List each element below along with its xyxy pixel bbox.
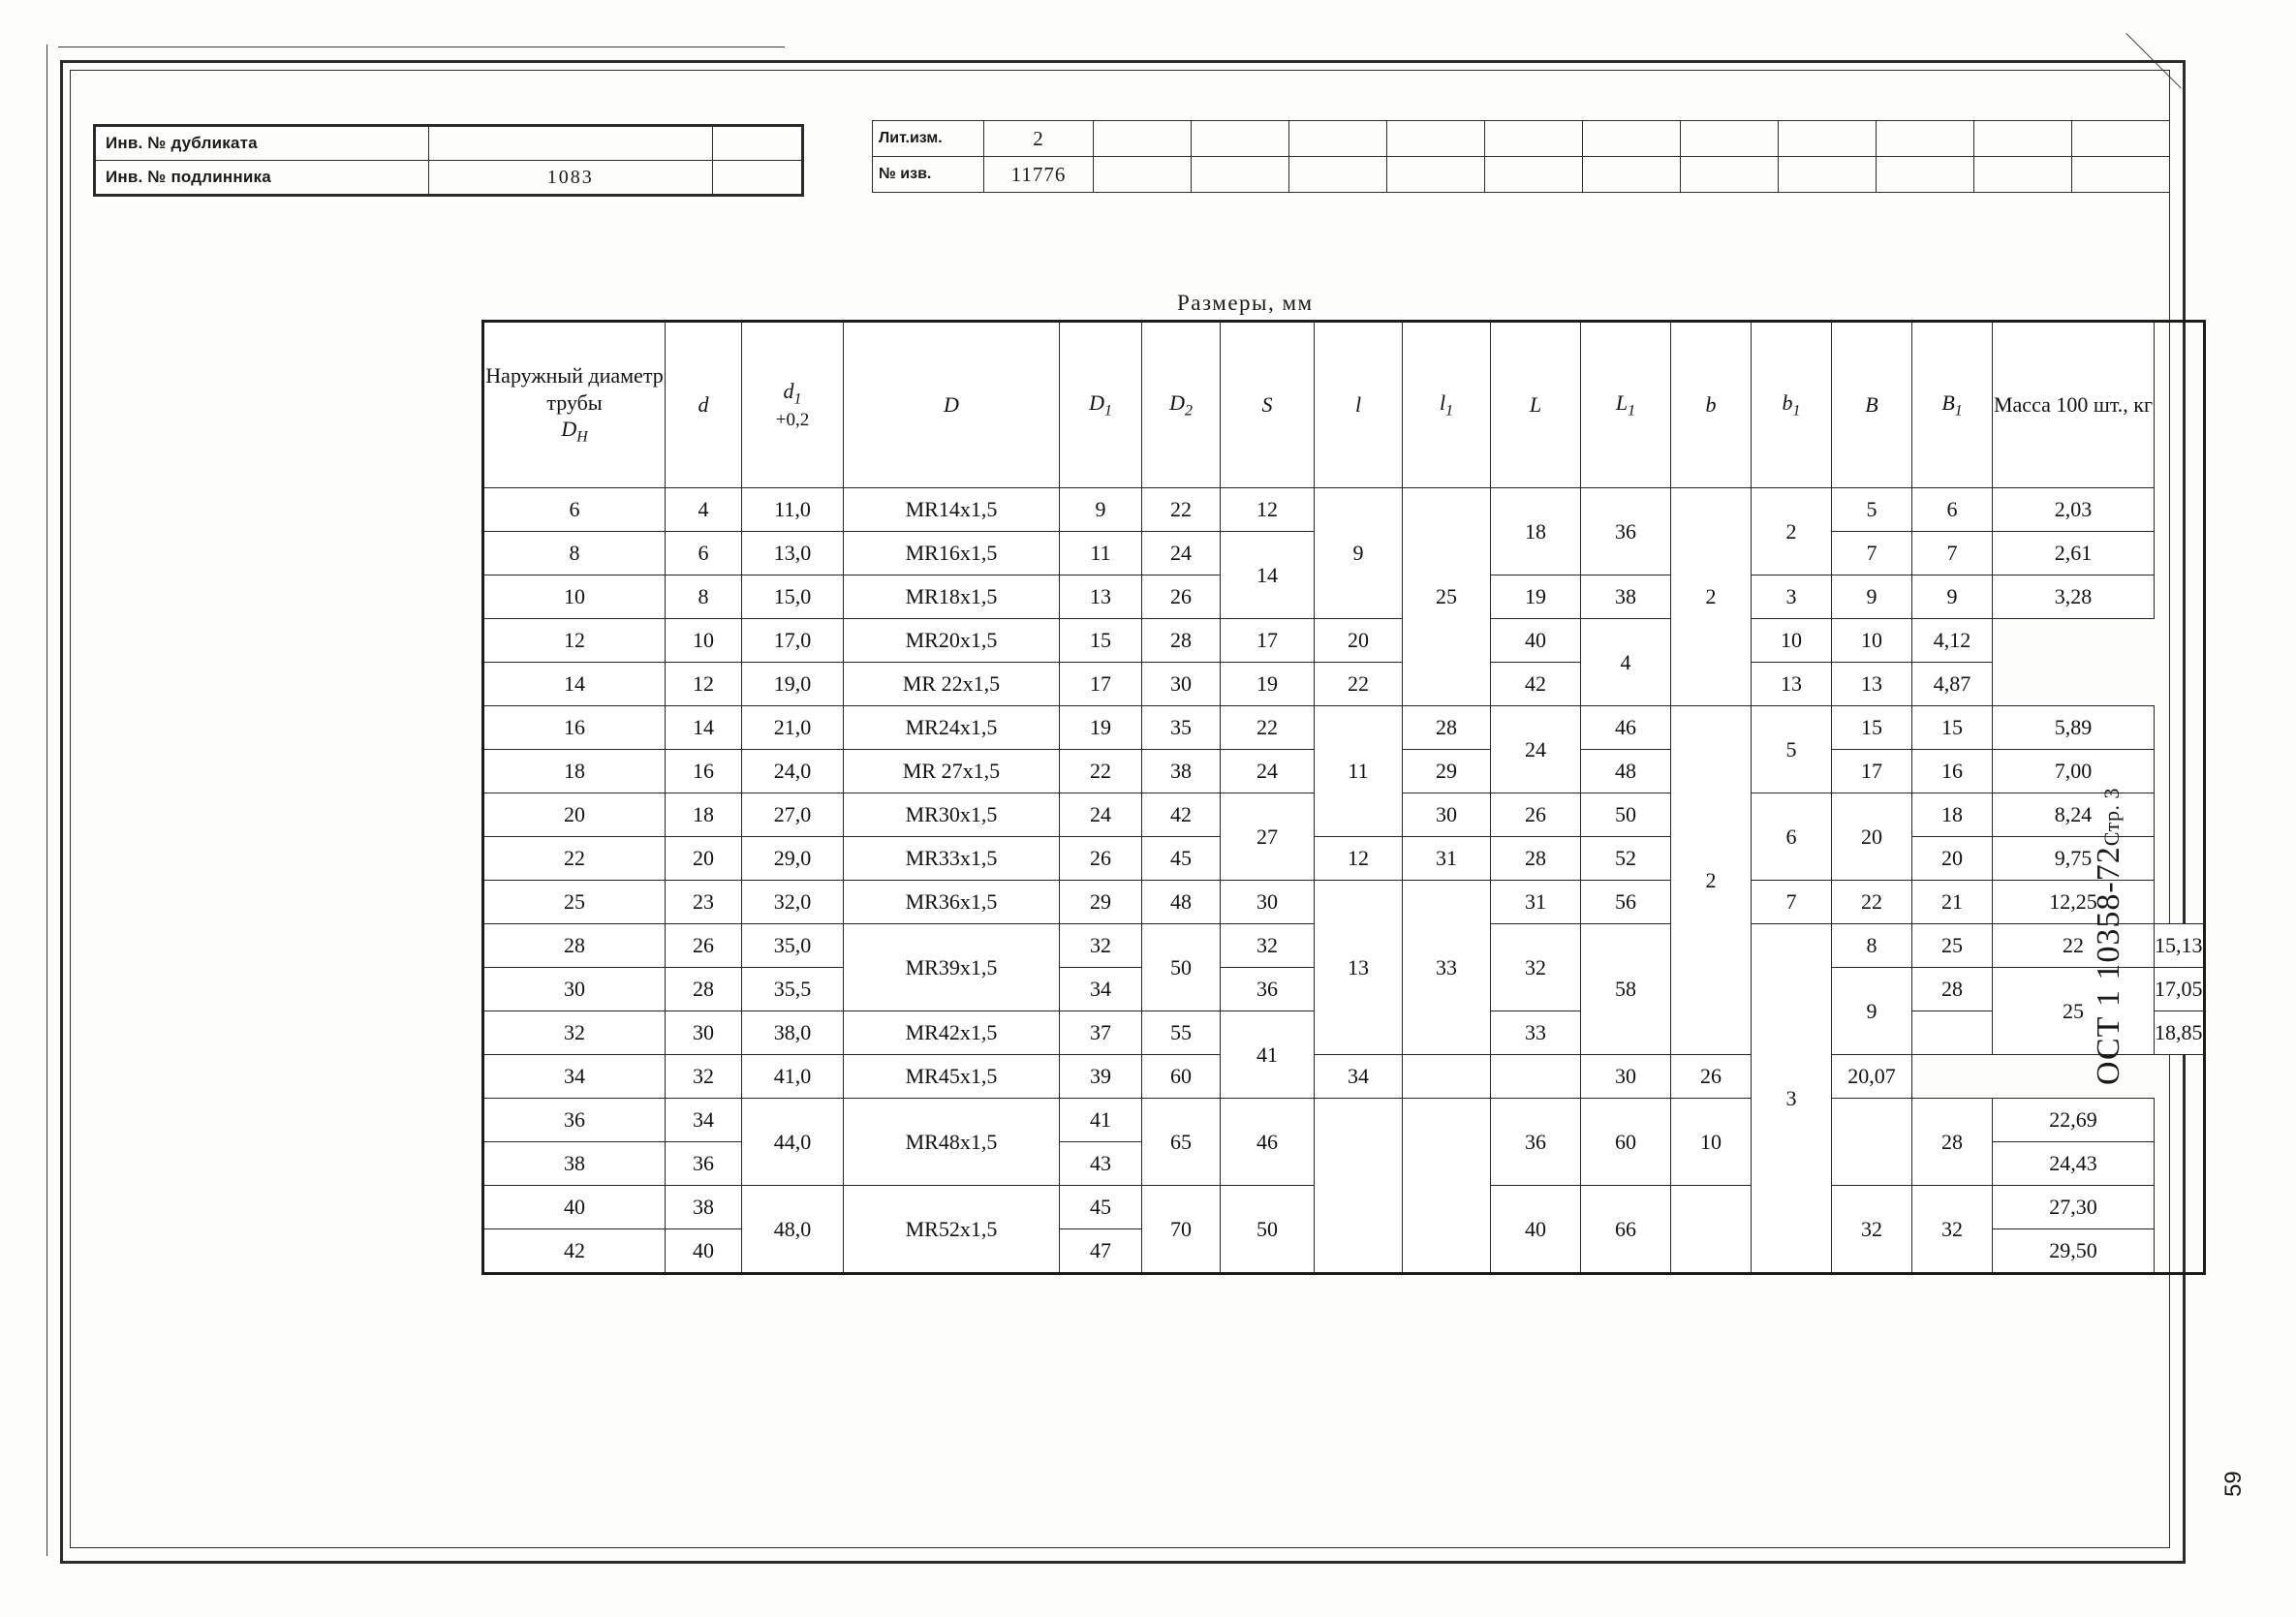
cell-D1: 17 <box>1060 663 1142 706</box>
cell-B: 28 <box>1912 968 1993 1011</box>
cell-dn: 42 <box>483 1229 666 1274</box>
cell-d: 12 <box>666 663 742 706</box>
cell-mass: 4,87 <box>1912 663 1993 706</box>
cell-dn: 14 <box>483 663 666 706</box>
revision-empty-cell <box>1289 157 1387 193</box>
cell-mass: 24,43 <box>1993 1142 2155 1186</box>
cell-l1: 25 <box>1403 488 1491 706</box>
cell-mass: 27,30 <box>1993 1186 2155 1229</box>
table-title: Размеры, мм <box>1177 291 1314 315</box>
cell-b1: 4 <box>1581 619 1671 706</box>
cell-D1: 32 <box>1060 924 1142 968</box>
cell-d: 34 <box>666 1099 742 1142</box>
header-b1: $b_1$ <box>1752 322 1832 488</box>
cell-L1: 52 <box>1581 837 1671 881</box>
revision-empty-cell <box>1877 157 1974 193</box>
cell-L1 <box>1403 1055 1491 1099</box>
cell-d: 20 <box>666 837 742 881</box>
cell-D: MR42x1,5 <box>844 1011 1060 1055</box>
cell-d: 10 <box>666 619 742 663</box>
cell-d1: 38,0 <box>742 1011 844 1055</box>
stamp-label-duplicate: Инв. № дубликата <box>96 127 429 161</box>
cell-D2: 48 <box>1142 881 1221 924</box>
cell-B <box>1912 1011 1993 1055</box>
cell-B1: 20 <box>1912 837 1993 881</box>
cell-B1: 26 <box>1671 1055 1752 1099</box>
revision-empty-cell <box>2072 121 2170 157</box>
dimensions-table-container <box>481 320 2206 1275</box>
cell-d: 6 <box>666 532 742 575</box>
cell-B: 15 <box>1832 706 1912 750</box>
cell-D2: 60 <box>1142 1055 1221 1099</box>
cell-b1 <box>1491 1055 1581 1099</box>
revision-empty-cell <box>1094 121 1192 157</box>
cell-d: 26 <box>666 924 742 968</box>
header-D2: $D_2$ <box>1142 322 1221 488</box>
cell-dn: 18 <box>483 750 666 793</box>
cell-d1: 19,0 <box>742 663 844 706</box>
cell-dn: 25 <box>483 881 666 924</box>
table-row <box>483 1099 2205 1142</box>
cell-d1: 35,0 <box>742 924 844 968</box>
cell-b1: 5 <box>1752 706 1832 793</box>
cell-S: 27 <box>1221 793 1315 881</box>
cell-d: 32 <box>666 1055 742 1099</box>
cell-b1: 7 <box>1752 881 1832 924</box>
cell-l: 12 <box>1315 837 1403 881</box>
cell-d: 16 <box>666 750 742 793</box>
cell-S: 30 <box>1221 881 1315 924</box>
cell-D: MR30x1,5 <box>844 793 1060 837</box>
cell-b: 2 <box>1671 488 1752 706</box>
cell-B1: 6 <box>1912 488 1993 532</box>
cell-d1: 41,0 <box>742 1055 844 1099</box>
cell-dn: 38 <box>483 1142 666 1186</box>
cell-D: MR39x1,5 <box>844 924 1060 1011</box>
cell-dn: 32 <box>483 1011 666 1055</box>
stamp-row-duplicate <box>96 127 802 161</box>
cell-B1: 25 <box>1993 968 2155 1055</box>
cell-B1: 10 <box>1832 619 1912 663</box>
cell-mass: 3,28 <box>1993 575 2155 619</box>
header-D: D <box>844 322 1060 488</box>
revision-empty-cell <box>1192 121 1289 157</box>
cell-S: 32 <box>1221 924 1315 968</box>
header-B1: $B_1$ <box>1912 322 1993 488</box>
cell-D: MR24x1,5 <box>844 706 1060 750</box>
cell-l: 9 <box>1315 488 1403 619</box>
cell-mass: 9,75 <box>1993 837 2155 881</box>
cell-B1: 28 <box>1912 1099 1993 1186</box>
revision-empty-cell <box>1583 121 1681 157</box>
cell-dn: 20 <box>483 793 666 837</box>
cell-S: 24 <box>1221 750 1315 793</box>
cell-d1: 48,0 <box>742 1186 844 1274</box>
table-row <box>483 881 2205 924</box>
cell-B1: 32 <box>1912 1186 1993 1274</box>
cell-D1: 9 <box>1060 488 1142 532</box>
cell-D2: 70 <box>1142 1186 1221 1274</box>
cell-b1: 2 <box>1752 488 1832 575</box>
cell-mass: 17,05 <box>2155 968 2205 1011</box>
cell-D: MR45х1,5 <box>844 1055 1060 1099</box>
cell-B1: 9 <box>1912 575 1993 619</box>
cell-B: 7 <box>1832 532 1912 575</box>
cell-D2: 65 <box>1142 1099 1221 1186</box>
cell-L: 19 <box>1491 575 1581 619</box>
cell-d1: 35,5 <box>742 968 844 1011</box>
revision-value-izv: 11776 <box>984 157 1094 193</box>
cell-S: 17 <box>1221 619 1315 663</box>
cell-B: 30 <box>1581 1055 1671 1099</box>
cell-l: 13 <box>1315 881 1403 1055</box>
cell-L1: 48 <box>1581 750 1671 793</box>
cell-S: 14 <box>1221 532 1315 619</box>
cell-dn: 8 <box>483 532 666 575</box>
cell-L: 32 <box>1491 924 1581 1011</box>
stamp-value-original: 1083 <box>428 161 712 195</box>
cell-mass: 4,12 <box>1912 619 1993 663</box>
cell-l1 <box>1403 1099 1491 1274</box>
cell-L: 31 <box>1491 881 1581 924</box>
cell-S: 12 <box>1221 488 1315 532</box>
cell-B1: 22 <box>1993 924 2155 968</box>
cell-D1: 26 <box>1060 837 1142 881</box>
header-B: B <box>1832 322 1912 488</box>
revision-empty-cell <box>1779 157 1877 193</box>
revision-empty-cell <box>1192 157 1289 193</box>
cell-d1: 17,0 <box>742 619 844 663</box>
cell-dn: 16 <box>483 706 666 750</box>
revision-label-lit: Лит.изм. <box>873 121 984 157</box>
revision-empty-cell <box>1974 157 2072 193</box>
cell-D2: 35 <box>1142 706 1221 750</box>
cell-mass: 20,07 <box>1832 1055 1912 1099</box>
cell-D1: 34 <box>1060 968 1142 1011</box>
cell-mass: 2,03 <box>1993 488 2155 532</box>
standard-code-vertical <box>2091 788 2127 1085</box>
cell-d: 40 <box>666 1229 742 1274</box>
revision-empty-cell <box>1681 157 1779 193</box>
cell-D: MR18x1,5 <box>844 575 1060 619</box>
revision-row-lit <box>873 121 2170 157</box>
cell-D1: 11 <box>1060 532 1142 575</box>
cell-b1: 6 <box>1752 793 1832 881</box>
cell-dn: 30 <box>483 968 666 1011</box>
revision-empty-cell <box>1387 157 1485 193</box>
cell-L: 22 <box>1315 663 1403 706</box>
cell-D: MR14x1,5 <box>844 488 1060 532</box>
cell-B: 10 <box>1752 619 1832 663</box>
revision-empty-cell <box>1583 157 1681 193</box>
cell-D1: 39 <box>1060 1055 1142 1099</box>
cell-L1: 58 <box>1581 924 1671 1055</box>
cell-D: MR33x1,5 <box>844 837 1060 881</box>
cell-l1: 30 <box>1403 793 1491 837</box>
cell-mass: 5,89 <box>1993 706 2155 750</box>
cell-D: MR36x1,5 <box>844 881 1060 924</box>
table-row <box>483 706 2205 750</box>
cell-L: 28 <box>1491 837 1581 881</box>
cell-d1: 29,0 <box>742 837 844 881</box>
cell-B1: 16 <box>1912 750 1993 793</box>
header-L: L <box>1491 322 1581 488</box>
cell-d1: 44,0 <box>742 1099 844 1186</box>
cell-L: 26 <box>1491 793 1581 837</box>
cell-D2: 22 <box>1142 488 1221 532</box>
cell-D1: 13 <box>1060 575 1142 619</box>
cell-D2: 45 <box>1142 837 1221 881</box>
cell-b1: 10 <box>1671 1099 1752 1186</box>
cell-mass: 12,25 <box>1993 881 2155 924</box>
stamp-block-right <box>872 120 2170 193</box>
header-d1: $d_1$ +0,2 <box>742 322 844 488</box>
standard-page-label: Стр. 3 <box>2099 787 2124 847</box>
cell-S: 19 <box>1221 663 1315 706</box>
cell-D1: 22 <box>1060 750 1142 793</box>
cell-dn: 28 <box>483 924 666 968</box>
cell-d: 4 <box>666 488 742 532</box>
cell-d: 38 <box>666 1186 742 1229</box>
cell-L: 20 <box>1315 619 1403 663</box>
cell-L: 40 <box>1491 1186 1581 1274</box>
cell-B: 5 <box>1832 488 1912 532</box>
cell-D2: 55 <box>1142 1011 1221 1055</box>
cell-D: MR48x1,5 <box>844 1099 1060 1186</box>
cell-L: 33 <box>1491 1011 1581 1055</box>
cell-L1: 46 <box>1581 706 1671 750</box>
cell-D2: 38 <box>1142 750 1221 793</box>
header-L1: $L_1$ <box>1581 322 1671 488</box>
cell-B <box>1832 1099 1912 1186</box>
revision-row-izv <box>873 157 2170 193</box>
cell-B1: 13 <box>1832 663 1912 706</box>
stamp-blank-original <box>712 161 801 195</box>
table-row <box>483 837 2205 881</box>
revision-empty-cell <box>1485 157 1583 193</box>
revision-empty-cell <box>1485 121 1583 157</box>
table-row <box>483 663 2205 706</box>
header-D1: $D_1$ <box>1060 322 1142 488</box>
cell-dn: 40 <box>483 1186 666 1229</box>
cell-D1: 43 <box>1060 1142 1142 1186</box>
header-b: b <box>1671 322 1752 488</box>
cell-D: MR16x1,5 <box>844 532 1060 575</box>
cell-D1: 24 <box>1060 793 1142 837</box>
cell-S: 36 <box>1221 968 1315 1011</box>
cell-D1: 19 <box>1060 706 1142 750</box>
table-row <box>483 1055 2205 1099</box>
cell-D: MR 27x1,5 <box>844 750 1060 793</box>
cell-d: 30 <box>666 1011 742 1055</box>
header-outer-diameter-label: Наружный диаметр трубы <box>485 363 664 415</box>
cell-d1: 15,0 <box>742 575 844 619</box>
stamp-value-duplicate <box>428 127 712 161</box>
cell-D2: 26 <box>1142 575 1221 619</box>
cell-L1: 50 <box>1581 793 1671 837</box>
revision-empty-cell <box>1974 121 2072 157</box>
cell-L: 36 <box>1491 1099 1581 1186</box>
page-number: 59 <box>2220 1471 2247 1497</box>
cell-mass: 2,61 <box>1993 532 2155 575</box>
cell-L1: 36 <box>1581 488 1671 575</box>
header-outer-diameter-symbol: $D_Н$ <box>561 417 588 446</box>
cell-mass: 8,24 <box>1993 793 2155 837</box>
cell-d1: 27,0 <box>742 793 844 837</box>
cell-l1: 28 <box>1403 706 1491 750</box>
revision-label-izv: № изв. <box>873 157 984 193</box>
cell-B: 17 <box>1832 750 1912 793</box>
header-S: S <box>1221 322 1315 488</box>
header-d1-tolerance: +0,2 <box>775 410 810 431</box>
cell-d1: 13,0 <box>742 532 844 575</box>
cell-B: 32 <box>1832 1186 1912 1274</box>
cell-dn: 22 <box>483 837 666 881</box>
header-l: l <box>1315 322 1403 488</box>
revision-empty-cell <box>2072 157 2170 193</box>
cell-d1: 32,0 <box>742 881 844 924</box>
cell-b: 2 <box>1671 706 1752 1055</box>
cell-B1: 15 <box>1912 706 1993 750</box>
table-row <box>483 619 2205 663</box>
cell-dn: 34 <box>483 1055 666 1099</box>
revision-empty-cell <box>1877 121 1974 157</box>
cell-D1: 29 <box>1060 881 1142 924</box>
revision-empty-cell <box>1681 121 1779 157</box>
cell-D2: 42 <box>1142 793 1221 837</box>
cell-D1: 15 <box>1060 619 1142 663</box>
cell-d: 36 <box>666 1142 742 1186</box>
cell-S: 41 <box>1221 1011 1315 1099</box>
stamp-block-left <box>93 124 804 197</box>
revision-value-lit: 2 <box>984 121 1094 157</box>
cell-D2: 28 <box>1142 619 1221 663</box>
cell-d1: 24,0 <box>742 750 844 793</box>
cell-l1: 33 <box>1403 881 1491 1055</box>
cell-dn: 10 <box>483 575 666 619</box>
stamp-label-original: Инв. № подлинника <box>96 161 429 195</box>
cell-D2: 30 <box>1142 663 1221 706</box>
cell-L1: 56 <box>1581 881 1671 924</box>
cell-D: MR 22x1,5 <box>844 663 1060 706</box>
cell-d1: 21,0 <box>742 706 844 750</box>
cell-l1: 31 <box>1403 837 1491 881</box>
cell-d: 28 <box>666 968 742 1011</box>
cell-L1: 60 <box>1581 1099 1671 1186</box>
dimensions-table <box>481 320 2206 1275</box>
cell-mass: 7,00 <box>1993 750 2155 793</box>
cell-l1: 29 <box>1403 750 1491 793</box>
cell-l <box>1315 1099 1403 1274</box>
cell-B: 9 <box>1832 575 1912 619</box>
header-d: d <box>666 322 742 488</box>
cell-b: 3 <box>1752 924 1832 1274</box>
table-row <box>483 488 2205 532</box>
cell-l: 11 <box>1315 706 1403 837</box>
cell-mass: 29,50 <box>1993 1229 2155 1274</box>
cell-B1: 7 <box>1912 532 1993 575</box>
cell-B: 20 <box>1832 793 1912 881</box>
cell-L1: 42 <box>1491 663 1581 706</box>
cell-dn: 6 <box>483 488 666 532</box>
standard-code-text: ОСТ 1 10358-72 <box>2091 846 2126 1085</box>
cell-d: 23 <box>666 881 742 924</box>
cell-d1: 11,0 <box>742 488 844 532</box>
cell-B: 22 <box>1832 881 1912 924</box>
cell-d: 14 <box>666 706 742 750</box>
cell-D1: 45 <box>1060 1186 1142 1229</box>
cell-D2: 50 <box>1142 924 1221 1011</box>
cell-D1: 47 <box>1060 1229 1142 1274</box>
cell-dn: 36 <box>483 1099 666 1142</box>
cell-D2: 24 <box>1142 532 1221 575</box>
cell-b1: 3 <box>1752 575 1832 619</box>
cell-B1: 18 <box>1912 793 1993 837</box>
stamp-row-original <box>96 161 802 195</box>
cell-L1: 38 <box>1581 575 1671 619</box>
cell-S: 22 <box>1221 706 1315 750</box>
revision-empty-cell <box>1289 121 1387 157</box>
cell-L: 34 <box>1315 1055 1403 1099</box>
cell-mass: 18,85 <box>2155 1011 2205 1055</box>
header-outer-diameter <box>483 322 666 488</box>
cell-S: 46 <box>1221 1099 1315 1186</box>
header-l1: $l_1$ <box>1403 322 1491 488</box>
revision-empty-cell <box>1094 157 1192 193</box>
cell-B: 25 <box>1912 924 1993 968</box>
cell-dn: 12 <box>483 619 666 663</box>
cell-mass: 22,69 <box>1993 1099 2155 1142</box>
cell-d: 8 <box>666 575 742 619</box>
table-header-row <box>483 322 2205 488</box>
cell-D: MR52x1,5 <box>844 1186 1060 1274</box>
header-mass: Масса 100 шт., кг <box>1993 322 2155 488</box>
cell-b1: 8 <box>1832 924 1912 968</box>
revision-empty-cell <box>1779 121 1877 157</box>
cell-mass: 15,13 <box>2155 924 2205 968</box>
cell-D1: 37 <box>1060 1011 1142 1055</box>
revision-empty-cell <box>1387 121 1485 157</box>
cell-L: 24 <box>1491 706 1581 793</box>
cell-D1: 41 <box>1060 1099 1142 1142</box>
cell-B: 13 <box>1752 663 1832 706</box>
cell-B1: 21 <box>1912 881 1993 924</box>
cell-b1 <box>1671 1186 1752 1274</box>
cell-L: 18 <box>1491 488 1581 575</box>
cell-d: 18 <box>666 793 742 837</box>
stamp-blank-duplicate <box>712 127 801 161</box>
cell-S: 50 <box>1221 1186 1315 1274</box>
cell-D: MR20x1,5 <box>844 619 1060 663</box>
cell-L1: 40 <box>1491 619 1581 663</box>
cell-L1: 66 <box>1581 1186 1671 1274</box>
cell-b1: 9 <box>1832 968 1912 1055</box>
